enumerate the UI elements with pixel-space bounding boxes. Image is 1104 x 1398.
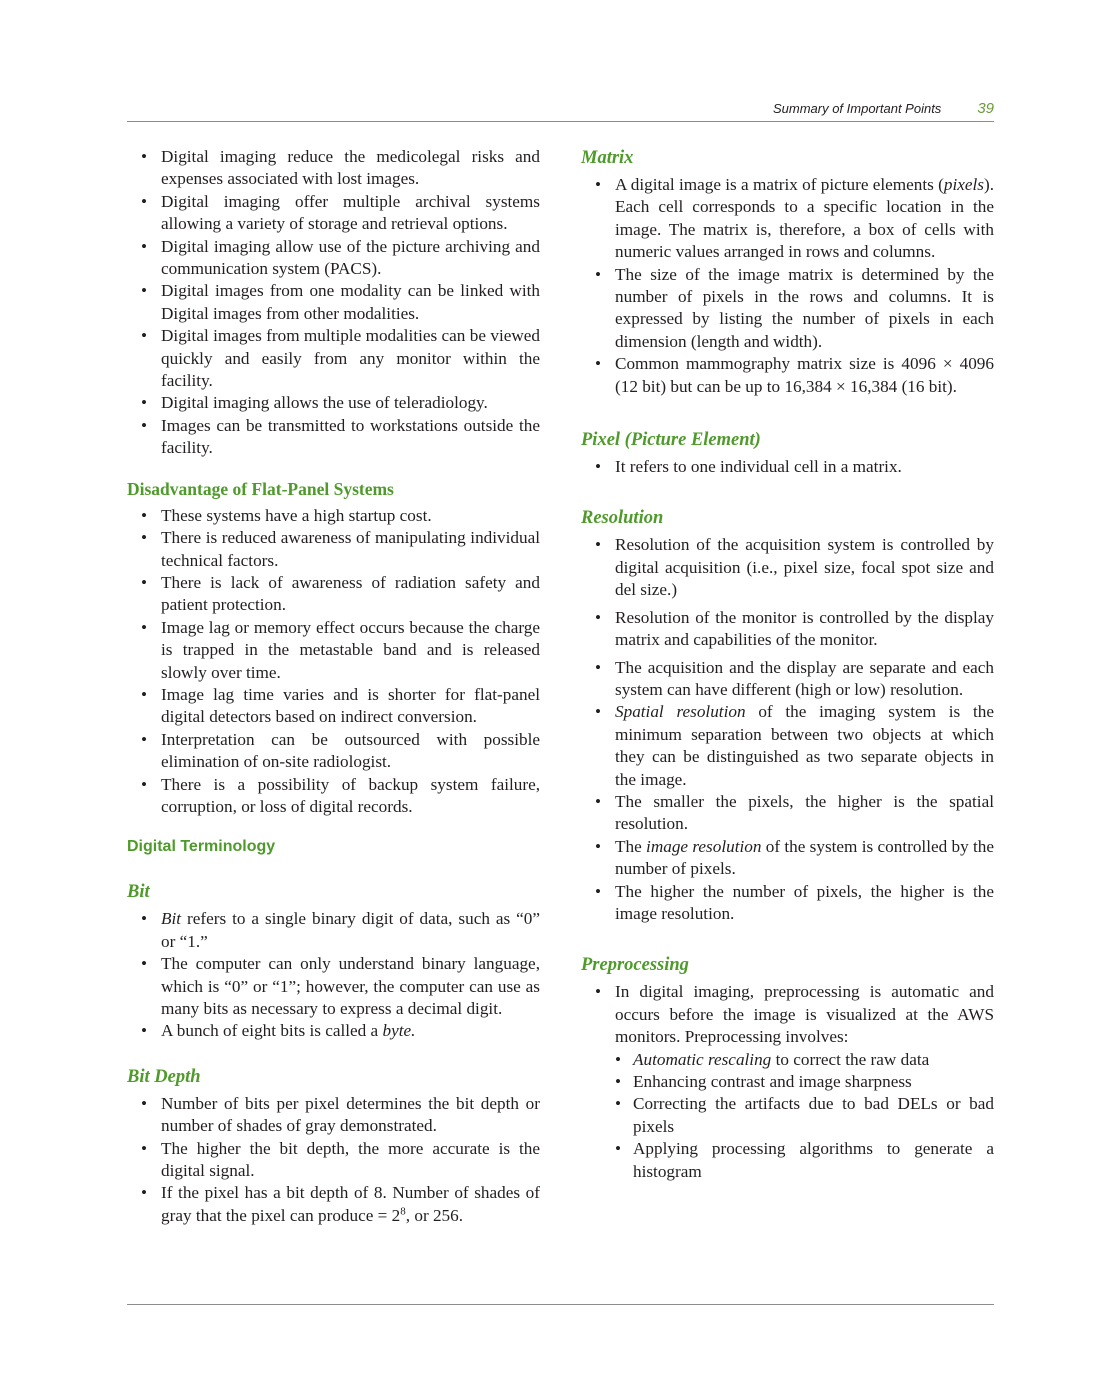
list-item: • Digital imaging offer multiple archival systems allowing a variety of storage and retrieval options. <box>127 191 540 236</box>
list-item: • The size of the image matrix is determined by the number of pixels in the rows and columns. It is expressed by listing the number of pixels in each dimension (length and width). <box>581 264 994 354</box>
list-item: • Common mammography matrix size is 4096 × 4096 (12 bit) but can be up to 16,384 × 16,384 (16 bit). <box>581 353 994 398</box>
list-item: • The higher the bit depth, the more accurate is the digital signal. <box>127 1138 540 1183</box>
preprocessing-sublist <box>581 1049 994 1183</box>
advantages-list <box>127 146 540 460</box>
list-item: • Applying processing algorithms to generate a histogram <box>581 1138 994 1183</box>
list-item: • Interpretation can be outsourced with possible elimination of on-site radiologist. <box>127 729 540 774</box>
running-head <box>127 100 994 120</box>
running-title: Summary of Important Points <box>772 101 942 116</box>
header-rule <box>127 121 994 122</box>
pixel-heading: Pixel (Picture Element) <box>581 430 761 451</box>
matrix-list <box>581 174 994 398</box>
list-item: • The acquisition and the display are separate and each system can have different (high or low) resolution. <box>581 657 994 702</box>
list-item: • The image resolution of the system is controlled by the number of pixels. <box>581 836 994 881</box>
list-item: • A bunch of eight bits is called a byte. <box>127 1020 540 1042</box>
list-item: • Resolution of the monitor is controlled by the display matrix and capabilities of the monitor. <box>581 607 994 652</box>
bit-list <box>127 908 540 1042</box>
list-item: • Correcting the artifacts due to bad DELs or bad pixels <box>581 1093 994 1138</box>
list-item: • Digital imaging allow use of the picture archiving and communication system (PACS). <box>127 236 540 281</box>
list-item: • The higher the number of pixels, the higher is the image resolution. <box>581 881 994 926</box>
bit-term: Bit <box>161 909 182 929</box>
pixel-list <box>581 456 994 478</box>
bit-heading: Bit <box>127 882 150 903</box>
list-item: • Automatic rescaling to correct the raw data <box>581 1049 994 1071</box>
list-item: • Enhancing contrast and image sharpness <box>581 1071 994 1093</box>
disadvantages-list <box>127 505 540 819</box>
disadvantage-heading: Disadvantage of Flat-Panel Systems <box>127 478 394 499</box>
list-item: • There is lack of awareness of radiation safety and patient protection. <box>127 572 540 617</box>
page-number: 39 <box>977 100 994 117</box>
list-item: • Spatial resolution of the imaging system is the minimum separation between two objects at which they can be distinguished as two separate objects in the image. <box>581 701 994 791</box>
list-item: • Digital images from one modality can be linked with Digital images from other modalities. <box>127 280 540 325</box>
list-item: • There is reduced awareness of manipulating individual technical factors. <box>127 527 540 572</box>
footer-rule <box>127 1304 994 1305</box>
list-item: • Number of bits per pixel determines the bit depth or number of shades of gray demonstrated. <box>127 1093 540 1138</box>
byte-term: byte. <box>382 1021 416 1041</box>
resolution-list <box>581 534 994 925</box>
list-item: • Digital imaging reduce the medicolegal risks and expenses associated with lost images. <box>127 146 540 191</box>
list-item: • Image lag time varies and is shorter for flat-panel digital detectors based on indirect conversion. <box>127 684 540 729</box>
list-item: • In digital imaging, preprocessing is automatic and occurs before the image is visualized at the AWS monitors. Preprocessing involves: <box>581 981 994 1048</box>
list-item: • A digital image is a matrix of picture elements (pixels). Each cell corresponds to a specific location in the image. The matrix is, therefore, a box of cells with numeric values arranged in rows and columns. <box>581 174 994 264</box>
list-item: • Bit refers to a single binary digit of data, such as “0” or “1.” <box>127 908 540 953</box>
list-item: • These systems have a high startup cost. <box>127 505 540 527</box>
right-column <box>581 146 994 1183</box>
resolution-heading: Resolution <box>581 508 664 529</box>
bit-depth-heading: Bit Depth <box>127 1066 201 1087</box>
matrix-heading: Matrix <box>581 148 634 168</box>
bit-depth-list <box>127 1093 540 1227</box>
list-item: • If the pixel has a bit depth of 8. Number of shades of gray that the pixel can produce = $2^8$, or 256. <box>127 1182 540 1227</box>
preprocessing-list <box>581 981 994 1048</box>
list-item: • The computer can only understand binary language, which is “0” or “1”; however, the computer can use as many bits as necessary to express a decimal digit. <box>127 953 540 1020</box>
left-column <box>127 146 540 1227</box>
list-item: • Image lag or memory effect occurs because the charge is trapped in the metastable band and is released slowly over time. <box>127 617 540 684</box>
list-item: • It refers to one individual cell in a matrix. <box>581 456 994 478</box>
list-item: • Digital images from multiple modalities can be viewed quickly and easily from any monitor within the facility. <box>127 325 540 392</box>
list-item: • Resolution of the acquisition system is controlled by digital acquisition (i.e., pixel size, focal spot size and del size.) <box>581 534 994 601</box>
list-item: • Images can be transmitted to workstations outside the facility. <box>127 415 540 460</box>
list-item: • There is a possibility of backup system failure, corruption, or loss of digital records. <box>127 774 540 819</box>
list-item: • Digital imaging allows the use of teleradiology. <box>127 392 540 414</box>
list-item: • The smaller the pixels, the higher is the spatial resolution. <box>581 791 994 836</box>
terminology-heading: Digital Terminology <box>127 838 276 856</box>
preprocessing-heading: Preprocessing <box>581 955 689 976</box>
